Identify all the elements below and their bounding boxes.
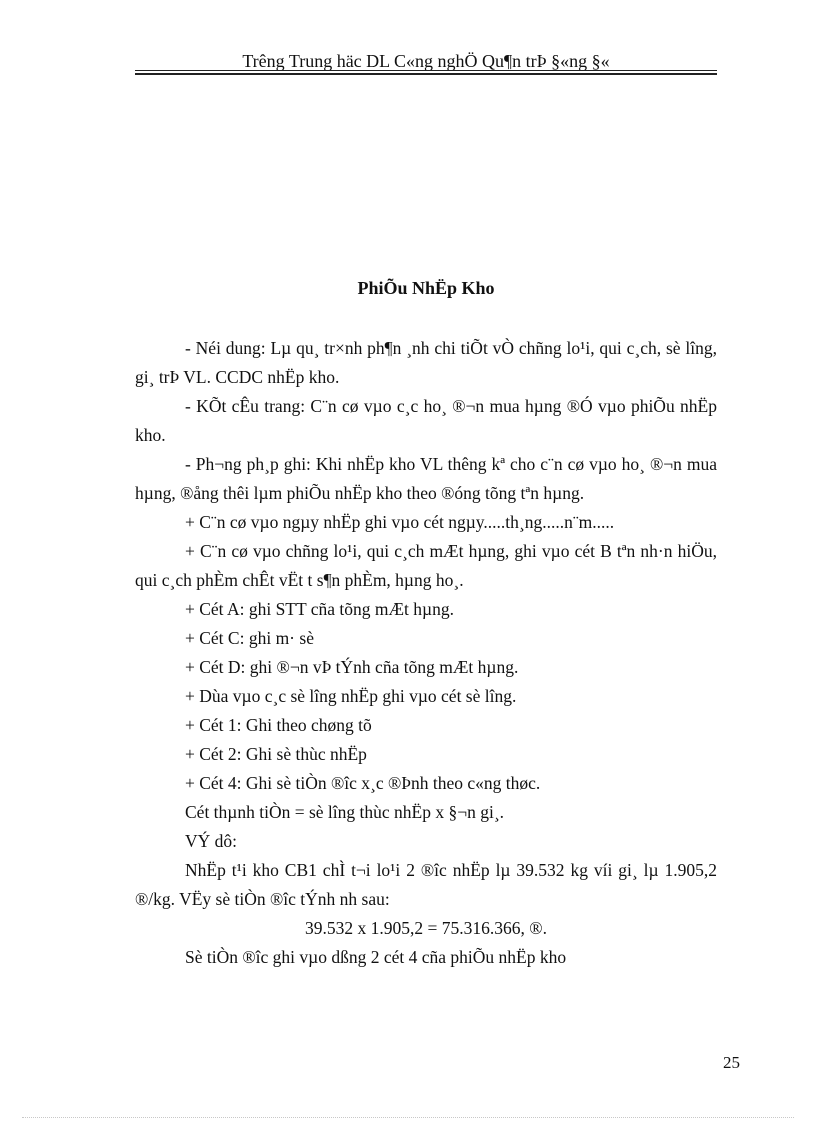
list-item: + Cét 1: Ghi theo chøng tõ <box>185 715 372 735</box>
example-text: NhËp t¹i kho CB1 chÌ t¬i lo¹i 2 ®îc nhËp lµ 39.532 kg víi gi¸ lµ 1.905,2 ®/kg. VËy sè tiÒn ®îc tÝnh nh sau: <box>135 860 717 909</box>
list-item: + C¨n cø vµo ngµy nhËp ghi vµo cét ngµy.....th¸ng.....n¨m..... <box>185 512 615 532</box>
list-item: + Cét A: ghi STT cña tõng mÆt hµng. <box>185 599 455 619</box>
header-rule-top <box>135 70 717 71</box>
closing-text: Sè tiÒn ®îc ghi vµo dßng 2 cét 4 cña phiÕu nhËp kho <box>185 947 567 967</box>
formula-definition: Cét thµnh tiÒn = sè lîng thùc nhËp x §¬n gi¸. <box>185 802 505 822</box>
paragraph-content: - Néi dung: Lµ qu¸ tr×nh ph¶n ¸nh chi tiÕt vÒ chñng lo¹i, qui c¸ch, sè lîng, gi¸ trÞ VL. CCDC nhËp kho. <box>135 338 717 387</box>
footer-dotted-line <box>22 1117 794 1118</box>
header-rule-bottom <box>135 73 717 75</box>
list-item: + Dùa vµo c¸c sè lîng nhËp ghi vµo cét sè lîng. <box>185 686 517 706</box>
paragraph-method: - Ph¬ng ph¸p ghi: Khi nhËp kho VL thêng kª cho c¨n cø vµo ho¸ ®¬n mua hµng, ®ång thêi lµm phiÕu nhËp kho theo ®óng tõng tªn hµng. <box>135 454 717 503</box>
list-item: + C¨n cø vµo chñng lo¹i, qui c¸ch mÆt hµng, ghi vµo cét B tªn nh·n hiÖu, qui c¸ch phÈm chÊt vËt t s¶n phÈm, hµng ho¸. <box>135 541 717 590</box>
list-item: + Cét 2: Ghi sè thùc nhËp <box>185 744 367 764</box>
document-title: PhiÕu NhËp Kho <box>357 278 495 298</box>
list-item: + Cét 4: Ghi sè tiÒn ®îc x¸c ®Þnh theo c«ng thøc. <box>185 773 541 793</box>
document-body <box>135 334 717 972</box>
list-item: + Cét D: ghi ®¬n vÞ tÝnh cña tõng mÆt hµng. <box>185 657 519 677</box>
paragraph-structure: - KÕt cÊu trang: C¨n cø vµo c¸c ho¸ ®¬n mua hµng ®Ó vµo phiÕu nhËp kho. <box>135 396 717 445</box>
list-item: + Cét C: ghi m· sè <box>185 628 314 648</box>
example-formula: 39.532 x 1.905,2 = 75.316.366, ®. <box>305 918 547 938</box>
example-label: VÝ dô: <box>185 831 238 851</box>
page-header: Trêng Trung häc DL C«ng nghÖ Qu¶n trÞ §«ng §« <box>242 51 610 71</box>
page-number: 25 <box>723 1053 740 1072</box>
